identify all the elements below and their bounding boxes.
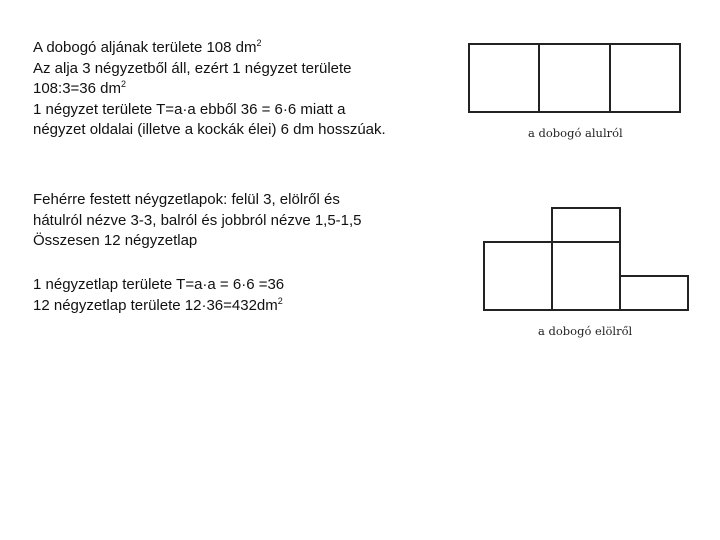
one-face-area-line: 1 négyzetlap területe T=a·a = 6·6 =36: [33, 276, 285, 293]
total-area-unit-exponent: 2: [277, 295, 283, 306]
front-view-diagram: [484, 208, 688, 310]
front-view-third-place: [620, 276, 688, 310]
bottom-view-diagram: [469, 44, 680, 112]
square-formula-line: 1 négyzet területe T=a·a ebből 36 = 6·6 miatt a: [33, 100, 346, 118]
bottom-view-caption: a dobogó alulról: [528, 126, 623, 140]
front-view-caption: a dobogó elölről: [538, 324, 633, 338]
bottom-view-outline: [469, 44, 680, 112]
three-squares-line: Az alja 3 négyzetből áll, ezért 1 négyzet területe: [33, 59, 352, 77]
side-length-line: négyzet oldalai (illetve a kockák élei) 6 dm hosszúak.: [33, 121, 386, 138]
base-area-text: A dobogó aljának területe 108 dm: [33, 39, 257, 56]
square-area-unit-exponent: 2: [121, 79, 127, 89]
total-area-text: 12 négyzetlap területe 12·36=432dm: [33, 296, 278, 314]
front-view-second-place: [484, 242, 552, 310]
total-faces-line: Összesen 12 négyzetlap: [33, 232, 198, 249]
sides-line: hátulról nézve 3-3, balról és jobbról nézve 1,5-1,5: [33, 211, 362, 229]
front-view-first-place: [552, 208, 620, 310]
base-area-unit-exponent: 2: [256, 38, 262, 48]
square-area-text: 108:3=36 dm: [33, 80, 121, 97]
top-front-back-line: Fehérre festett néygzetlapok: felül 3, elölről és: [33, 191, 340, 208]
